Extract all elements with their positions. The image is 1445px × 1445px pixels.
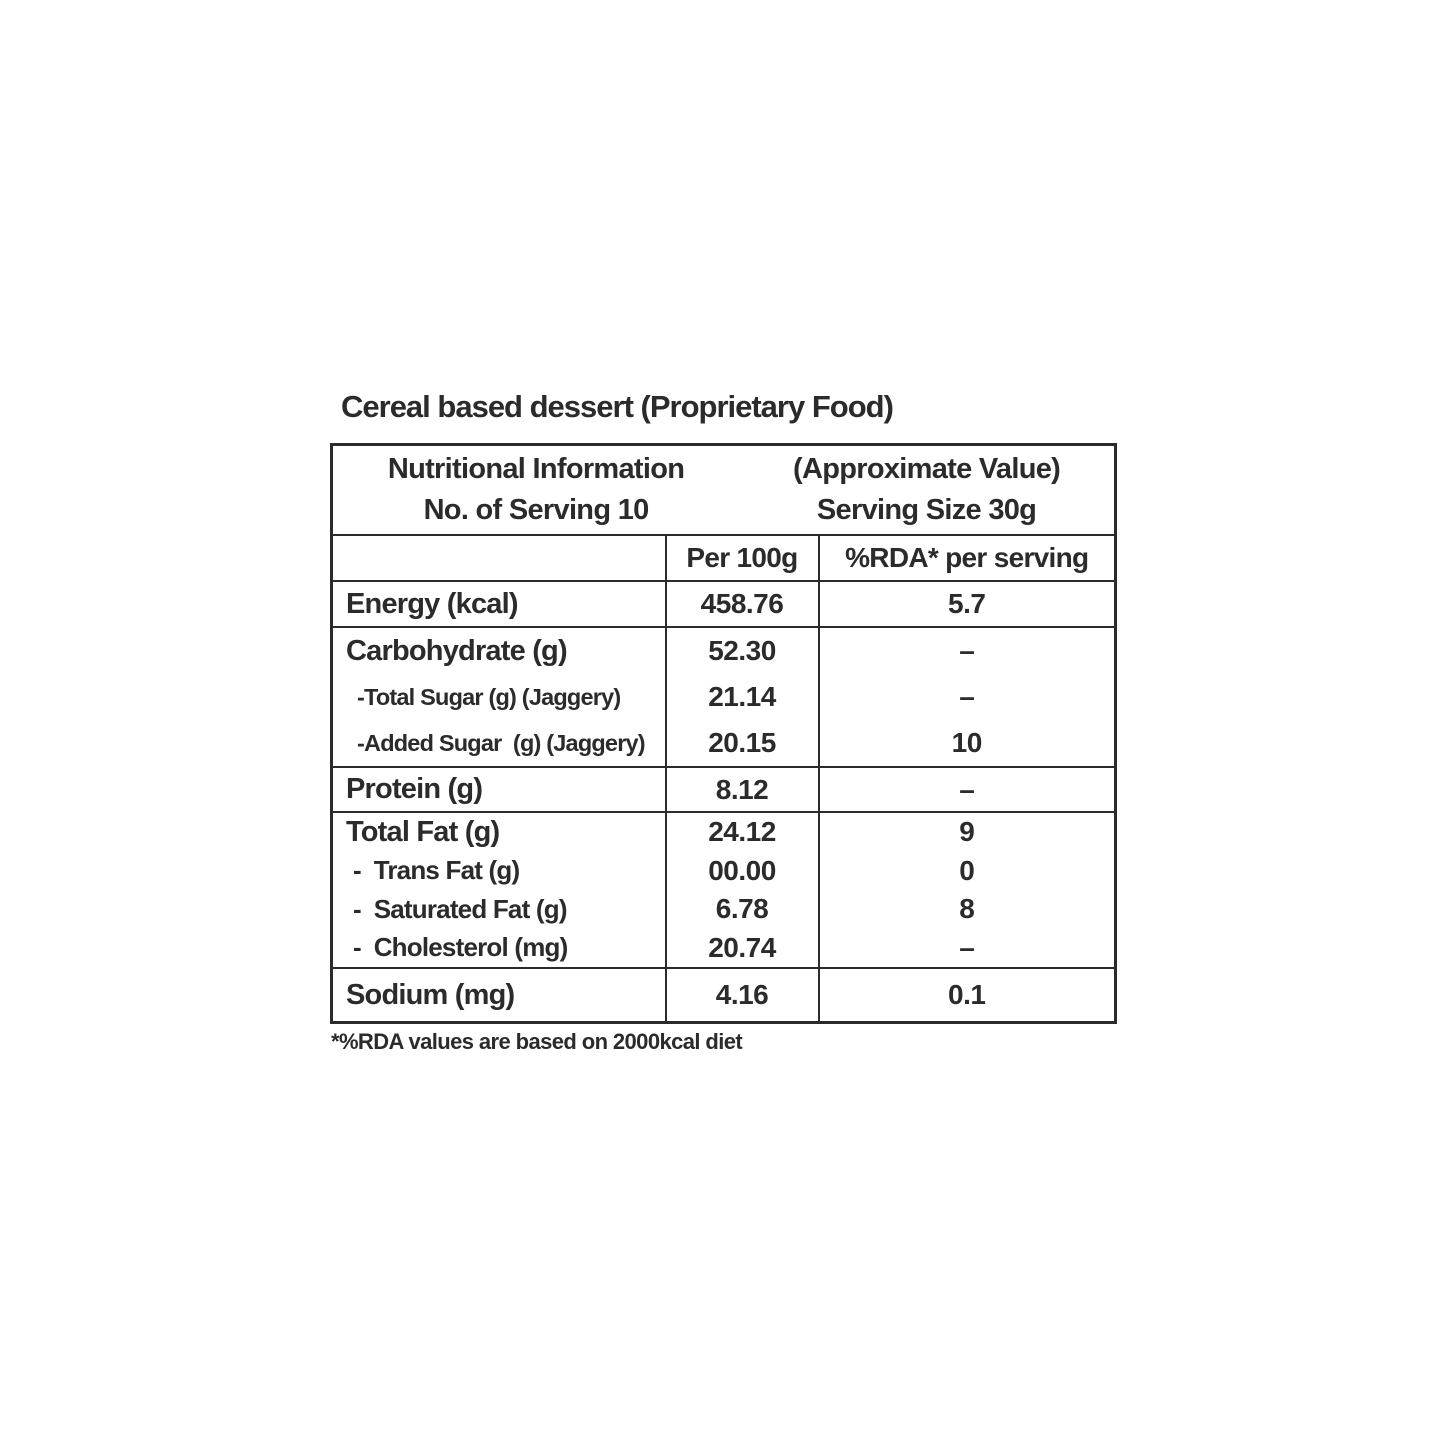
carbohydrate-rda: – bbox=[959, 635, 975, 666]
sodium-per100g: 4.16 bbox=[715, 979, 769, 1010]
energy-label: Energy (kcal) bbox=[346, 587, 518, 620]
protein-rda: – bbox=[959, 773, 975, 805]
sodium-rda: 0.1 bbox=[948, 979, 986, 1010]
table-header-row bbox=[332, 445, 1116, 536]
sodium-label: Sodium (mg) bbox=[346, 978, 515, 1011]
carbohydrate-per100g: 52.30 bbox=[708, 635, 776, 666]
protein-per100g: 8.12 bbox=[715, 773, 769, 805]
header-left-line1: Nutritional Information bbox=[387, 453, 685, 485]
total-fat-per100g: 24.12 bbox=[708, 816, 776, 848]
header-right bbox=[739, 446, 1114, 534]
total-sugar-label: -Total Sugar (g) (Jaggery) bbox=[357, 683, 621, 710]
cholesterol-rda: – bbox=[959, 931, 975, 963]
trans-fat-per100g: 00.00 bbox=[708, 854, 776, 886]
column-header-per-100g: Per 100g bbox=[686, 542, 798, 573]
trans-fat-label: - Trans Fat (g) bbox=[353, 855, 520, 886]
header-right-line1: (Approximate Value) bbox=[793, 453, 1061, 485]
saturated-fat-label: - Saturated Fat (g) bbox=[353, 893, 567, 924]
row-fat-group bbox=[332, 812, 1116, 968]
saturated-fat-rda: 8 bbox=[959, 893, 975, 925]
header-left-line2: No. of Serving 10 bbox=[423, 494, 649, 526]
carbohydrate-label: Carbohydrate (g) bbox=[346, 634, 567, 667]
header-right-line2: Serving Size 30g bbox=[816, 494, 1037, 526]
row-energy bbox=[332, 581, 1116, 627]
rda-footnote: *%RDA values are based on 2000kcal diet bbox=[331, 1029, 743, 1054]
added-sugar-rda: 10 bbox=[951, 727, 982, 758]
header-left bbox=[333, 446, 739, 534]
protein-label: Protein (g) bbox=[346, 773, 483, 805]
nutrition-table bbox=[330, 443, 1117, 1024]
total-sugar-rda: – bbox=[959, 681, 975, 712]
product-title: Cereal based dessert (Proprietary Food) bbox=[341, 389, 893, 424]
column-header-row bbox=[332, 535, 1116, 581]
row-carbohydrate-group bbox=[332, 627, 1116, 767]
total-fat-label: Total Fat (g) bbox=[346, 815, 500, 848]
column-header-blank bbox=[332, 535, 666, 581]
total-fat-rda: 9 bbox=[959, 816, 975, 848]
table-header bbox=[333, 446, 1114, 534]
column-header-rda: %RDA* per serving bbox=[845, 542, 1089, 573]
energy-rda: 5.7 bbox=[948, 588, 986, 619]
added-sugar-label: -Added Sugar (g) (Jaggery) bbox=[357, 729, 645, 756]
cholesterol-per100g: 20.74 bbox=[708, 931, 776, 963]
energy-per100g: 458.76 bbox=[700, 588, 784, 619]
column-header-rda-cell bbox=[819, 535, 1116, 581]
row-protein bbox=[332, 767, 1116, 812]
saturated-fat-per100g: 6.78 bbox=[715, 893, 769, 925]
column-header-nutrient bbox=[333, 536, 665, 580]
added-sugar-per100g: 20.15 bbox=[708, 727, 776, 758]
table-header-cell bbox=[332, 445, 1116, 536]
trans-fat-rda: 0 bbox=[959, 854, 975, 886]
row-sodium bbox=[332, 968, 1116, 1023]
total-sugar-per100g: 21.14 bbox=[708, 681, 776, 712]
column-header-per-100g-cell bbox=[666, 535, 819, 581]
cholesterol-label: - Cholesterol (mg) bbox=[353, 932, 568, 963]
